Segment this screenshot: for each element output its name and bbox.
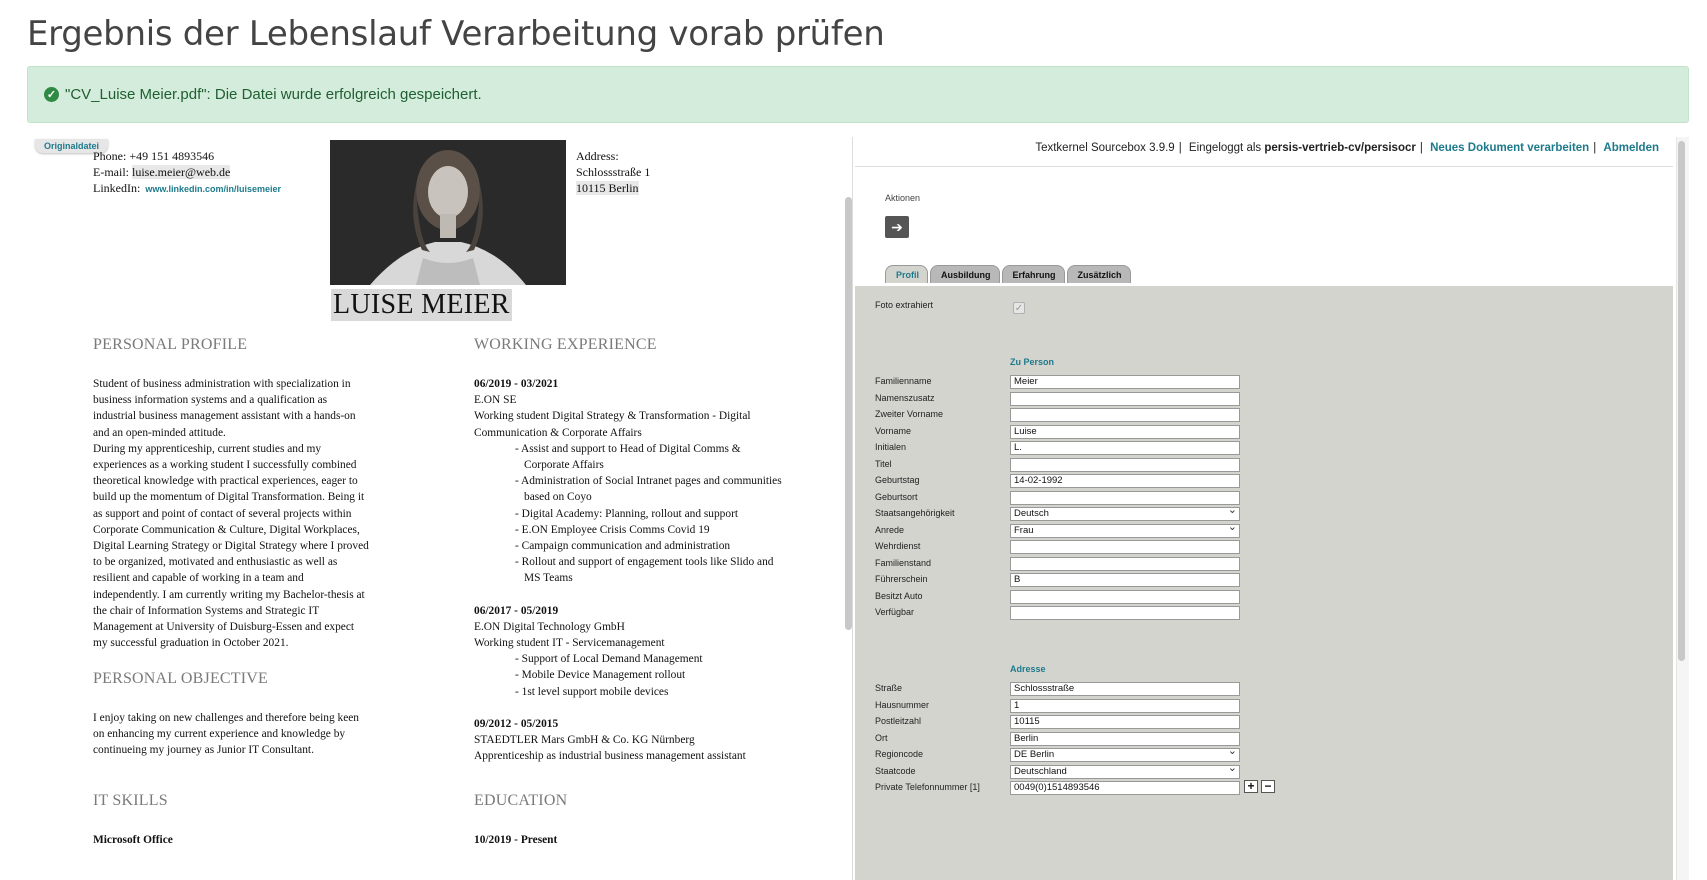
job-role: Communication & Corporate Affairs: [474, 426, 642, 439]
profile-line: business information systems and a qualification as: [93, 394, 328, 407]
field-input[interactable]: Luise: [1010, 425, 1240, 439]
pane-divider: [852, 137, 853, 880]
field-label: Titel: [875, 458, 892, 469]
photo-extracted-checkbox[interactable]: ✓: [1014, 302, 1024, 314]
cv-linkedin-row: [93, 180, 281, 197]
field-label: Familienstand: [875, 557, 932, 568]
cv-city: 10115 Berlin: [576, 181, 639, 195]
job-bullet: - Assist and support to Head of Digital Comms & Corporate Affairs: [515, 442, 741, 472]
personal-objective-text: [93, 710, 393, 759]
arrow-right-icon: ➔: [891, 218, 903, 235]
field-input[interactable]: L.: [1010, 441, 1240, 455]
field-label: Initialen: [875, 442, 907, 452]
field-input[interactable]: [1010, 540, 1240, 554]
field-label: Zweiter Vorname: [875, 409, 944, 419]
sourcebox-scrollbar[interactable]: [1678, 141, 1685, 661]
sourcebox-header: Textkernel Sourcebox 3.9.9 | Eingeloggt als persis-vertrieb-cv/persisocr | Neues Dokument verarbeiten | Abmelden: [1035, 142, 1659, 154]
job-bullet: - E.ON Employee Crisis Comms Covid 19: [515, 523, 710, 536]
job-period: 06/2019 - 03/2021: [474, 378, 559, 390]
field-select[interactable]: Frau ⌄: [1010, 524, 1240, 538]
job-entry: [474, 376, 784, 587]
new-document-link[interactable]: Neues Dokument verarbeiten: [1430, 142, 1590, 154]
cv-phone: Phone: +49 151 4893546: [93, 149, 215, 163]
profile-line: Student of business administration with specialization in: [93, 378, 351, 390]
field-input[interactable]: 1: [1010, 699, 1240, 713]
group-person-heading: Zu Person: [1010, 357, 1055, 367]
field-select[interactable]: DE Berlin ⌄: [1010, 748, 1240, 762]
tab-ausbildung[interactable]: Ausbildung: [930, 265, 1000, 283]
job-company: E.ON Digital Technology GmbH: [474, 620, 625, 633]
photo-extracted-label: Foto extrahiert: [875, 300, 934, 310]
profile-line: to be organized, motivated and enthusiastic as well as: [93, 556, 338, 569]
sourcebox-panel: [855, 137, 1689, 880]
field-select[interactable]: Deutschland ⌄: [1010, 765, 1240, 779]
field-label: Verfügbar: [875, 607, 915, 617]
profile-line: the chair of Information Systems and Strategic IT: [93, 604, 320, 617]
cv-address: [576, 148, 650, 196]
field-label: Postleitzahl: [875, 716, 922, 726]
logged-in-label: Eingeloggt als: [1188, 142, 1262, 154]
field-input[interactable]: [1010, 491, 1240, 505]
field-input[interactable]: 0049(0)1514893546: [1010, 781, 1240, 795]
field-label: Familienname: [875, 376, 932, 386]
field-label: Geburtstag: [875, 475, 920, 485]
working-experience-list: [474, 376, 784, 780]
field-label: Anrede: [875, 524, 905, 535]
cv-email-label: E-mail:: [93, 165, 129, 179]
field-label: Hausnummer: [875, 699, 930, 710]
field-input[interactable]: Meier: [1010, 375, 1240, 389]
objective-line: continueing my journey as Junior IT Consultant.: [93, 744, 314, 757]
field-input[interactable]: B: [1010, 573, 1240, 587]
job-role: Working student IT - Servicemanagement: [474, 637, 665, 650]
profile-line: theoretical knowledge with practical experiences, eager to: [93, 475, 358, 488]
job-period: 06/2017 - 05/2019: [474, 604, 559, 617]
sourcebox-header-bar: [855, 137, 1673, 167]
cv-name: LUISE MEIER: [333, 289, 510, 320]
job-bullet: - Mobile Device Management rollout: [515, 669, 686, 682]
field-label: Staatcode: [875, 765, 916, 776]
cv-linkedin-label: LinkedIn:: [93, 181, 141, 195]
field-label: Straße: [875, 683, 903, 693]
check-circle-icon: ✓: [44, 87, 59, 102]
tab-erfahrung[interactable]: Erfahrung: [1002, 265, 1065, 283]
field-label: Namenszusatz: [875, 392, 935, 403]
field-label: Private Telefonnummer [1]: [875, 782, 980, 792]
field-label: Geburtsort: [875, 491, 918, 502]
cv-address-label: Address:: [576, 149, 619, 163]
field-input[interactable]: Schlossstraße: [1010, 682, 1240, 696]
profile-line: as support and point of contact of several projects within: [93, 507, 352, 520]
cv-portrait-photo: [330, 140, 566, 285]
field-label: Führerschein: [875, 574, 928, 584]
job-entry: [474, 716, 784, 765]
cv-preview[interactable]: [27, 137, 852, 880]
job-bullet: - Rollout and support of engagement tools like Slido and MS Teams: [515, 556, 774, 585]
version-label: Textkernel Sourcebox 3.9.9: [1035, 142, 1175, 154]
cv-contact: [93, 148, 281, 197]
job-company: STAEDTLER Mars GmbH & Co. KG Nürnberg: [474, 734, 695, 747]
job-bullet: - Campaign communication and administration: [515, 540, 731, 553]
personal-profile-heading: PERSONAL PROFILE: [93, 336, 248, 353]
objective-line: on enhancing my current experience and knowledge by: [93, 728, 346, 741]
job-role: Apprenticeship as industrial business management assistant: [474, 750, 746, 763]
job-bullets: [474, 651, 784, 700]
group-address-heading: Adresse: [1010, 664, 1046, 674]
job-period: 09/2012 - 05/2015: [474, 717, 559, 730]
cv-scrollbar[interactable]: [845, 197, 852, 630]
remove-phone-button[interactable]: −: [1261, 780, 1275, 793]
success-alert: [27, 66, 1689, 123]
cv-email-row: [93, 164, 281, 180]
it-skills-heading: IT SKILLS: [93, 792, 168, 809]
field-label: Regioncode: [875, 749, 924, 759]
field-input[interactable]: [1010, 458, 1240, 472]
field-input[interactable]: 14-02-1992: [1010, 474, 1240, 488]
job-bullet: - Digital Academy: Planning, rollout and support: [515, 507, 739, 520]
profile-line: my successful graduation in October 2021.: [93, 637, 289, 650]
form-tabs: [885, 265, 1133, 283]
cv-street: Schlossstraße 1: [576, 165, 651, 179]
field-input[interactable]: Berlin: [1010, 732, 1240, 746]
field-label: Vorname: [875, 425, 912, 436]
education-heading: EDUCATION: [474, 792, 568, 809]
forward-arrow-button[interactable]: [885, 216, 909, 238]
original-file-tab[interactable]: Originaldatei: [35, 139, 108, 153]
logged-in-user: persis-vertrieb-cv/persisocr: [1264, 142, 1416, 154]
profile-line: Digital Learning Strategy or Digital Strategy where I proved: [93, 540, 369, 553]
field-input[interactable]: 10115: [1010, 715, 1240, 729]
job-role: Working student Digital Strategy & Transformation - Digital: [474, 410, 751, 423]
tab-zusaetzlich[interactable]: Zusätzlich: [1067, 265, 1131, 283]
field-input[interactable]: [1010, 606, 1240, 620]
field-input[interactable]: [1010, 408, 1240, 422]
working-experience-heading: WORKING EXPERIENCE: [474, 336, 657, 353]
field-select[interactable]: Deutsch ⌄: [1010, 507, 1240, 521]
profile-line: Corporate Communication & Culture, Digital Workplaces,: [93, 523, 360, 536]
field-label: Ort: [875, 732, 888, 743]
add-phone-button[interactable]: +: [1244, 780, 1258, 793]
profile-line: and an open-minded attitude.: [93, 426, 226, 439]
profile-line: experiences as a working student I successfully combined: [93, 459, 357, 472]
profile-line: Management at University of Duisburg-Essen and expect: [93, 621, 355, 634]
objective-line: I enjoy taking on new challenges and therefore being keen: [93, 712, 359, 724]
job-bullets: [474, 441, 784, 587]
profile-line: industrial business management assistant with a hands-on: [93, 410, 356, 423]
personal-profile-text: [93, 376, 393, 651]
profile-line: independently. I am currently writing my Bachelor-thesis at: [93, 588, 365, 601]
personal-objective-heading: PERSONAL OBJECTIVE: [93, 670, 269, 687]
job-entry: [474, 603, 784, 700]
field-input[interactable]: [1010, 392, 1240, 406]
education-period: 10/2019 - Present: [474, 834, 558, 846]
profile-line: resilient and capable of working in a team and: [93, 572, 304, 585]
page-title: Ergebnis der Lebenslauf Verarbeitung vorab prüfen: [27, 14, 885, 54]
profile-line: During my apprenticeship, current studies and my: [93, 442, 322, 455]
field-input[interactable]: [1010, 557, 1240, 571]
alert-message: "CV_Luise Meier.pdf": Die Datei wurde erfolgreich gespeichert.: [65, 86, 482, 103]
tab-profil[interactable]: Profil: [885, 265, 928, 283]
job-company: E.ON SE: [474, 394, 517, 407]
field-label: Staatsangehörigkeit: [875, 508, 955, 518]
job-bullet: - Administration of Social Intranet pages and communities based on Coyo: [515, 475, 782, 504]
field-input[interactable]: [1010, 590, 1240, 604]
logout-link[interactable]: Abmelden: [1603, 142, 1659, 154]
portrait-image: [330, 140, 566, 285]
profile-line: build up the momentum of Digital Transformation. Being it: [93, 491, 365, 504]
job-bullet: - 1st level support mobile devices: [515, 685, 669, 698]
actions-label: Aktionen: [885, 193, 921, 203]
field-label: Besitzt Auto: [875, 590, 923, 601]
field-label: Wehrdienst: [875, 541, 921, 551]
cv-linkedin-link[interactable]: www.linkedin.com/in/luisemeier: [145, 184, 282, 194]
cv-email: luise.meier@web.de: [132, 165, 231, 179]
job-bullet: - Support of Local Demand Management: [515, 653, 703, 666]
profile-form: [855, 286, 1673, 880]
it-skill-item: Microsoft Office: [93, 834, 173, 846]
